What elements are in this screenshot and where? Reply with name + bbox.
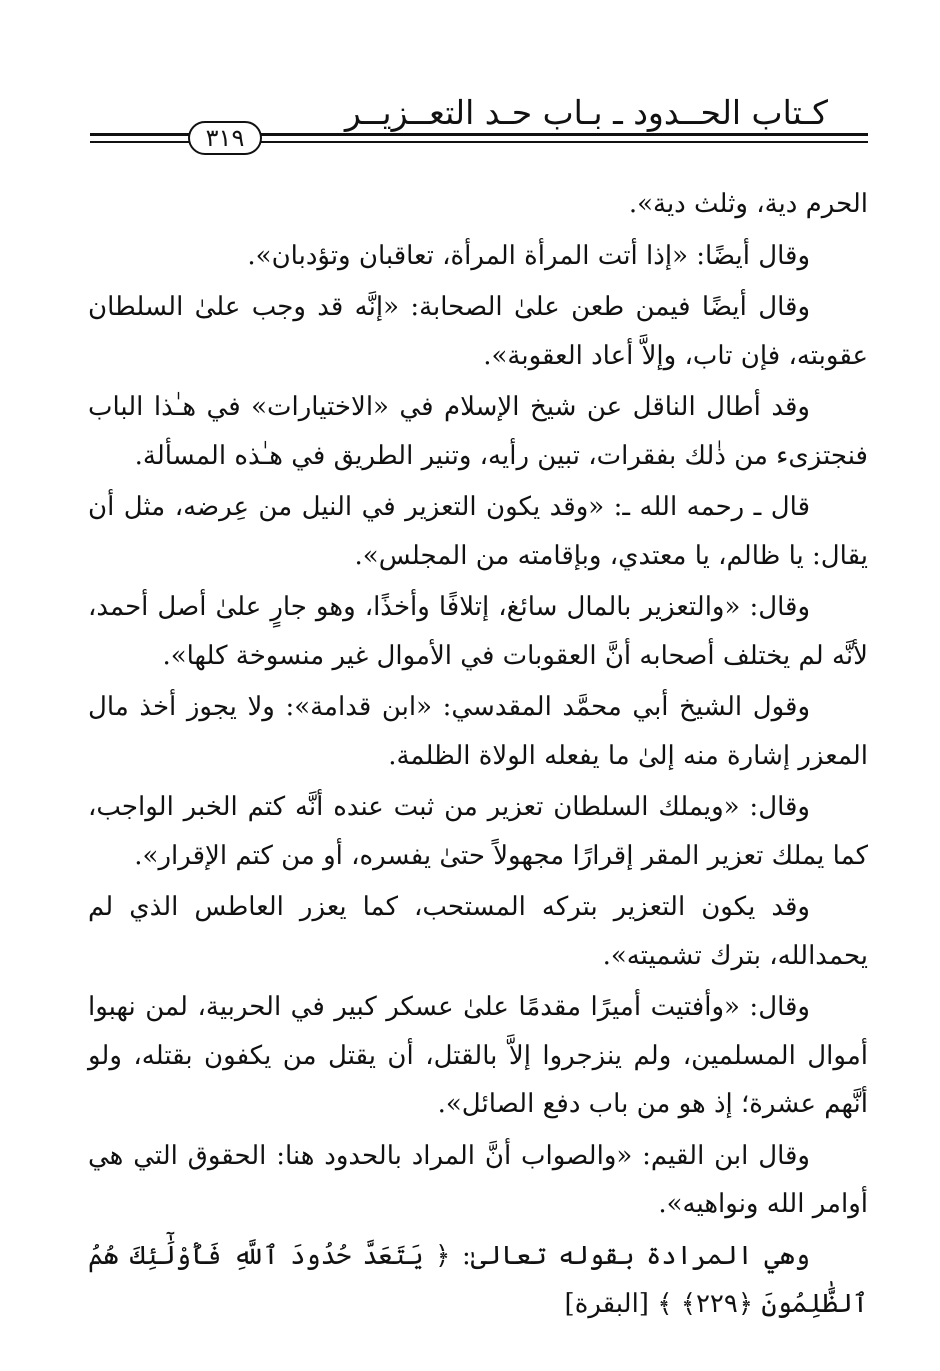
paragraph (88, 1132, 868, 1229)
paragraph-text: وقال أيضًا فيمن طعن علىٰ الصحابة: «إنَّه قد وجب علىٰ السلطان عقوبته، فإن تاب، وإلاَّ أعاد العقوبة». (88, 292, 868, 371)
paragraph (88, 483, 868, 580)
paragraph-text: وقد أطال الناقل عن شيخ الإسلام في «الاختيارات» في هـٰذا الباب فنجتزىء من ذٰلك بفقرات، تبين رأيه، وتنير الطريق في هـٰذه المسألة. (88, 392, 868, 471)
paragraph (88, 283, 868, 380)
body-text (88, 180, 868, 1332)
paragraph (88, 383, 868, 480)
paragraph (88, 583, 868, 680)
paragraph (88, 180, 868, 229)
paragraph-text: قال ـ رحمه الله ـ: «وقد يكون التعزير في النيل من عِرضه، مثل أن يقال: يا ظالم، يا معتدي، وبإقامته من المجلس». (88, 492, 868, 571)
paragraph-text: وقال: «وأفتيت أميرًا مقدمًا علىٰ عسكر كبير في الحربية، لمن نهبوا أموال المسلمين، ولم ينزجروا إلاَّ بالقتل، أن يقتل من يكفون بقتله، ولو أنَّهم عشرة؛ إذ هو من باب دفع الصائل». (88, 992, 868, 1119)
paragraph-text: وقال ابن القيم: «والصواب أنَّ المراد بالحدود هنا: الحقوق التي هي أوامر الله ونواهيه». (88, 1140, 868, 1219)
running-header-title: كـتاب الحــدود ـ بـاب حـد التعــزيــر (344, 93, 828, 132)
header-rule-left-bottom (90, 141, 190, 143)
surah-reference: [البقرة] (564, 1289, 649, 1319)
quran-citation-line (88, 1232, 868, 1329)
quran-verse: ﴿ يَتَعَدَّ حُدُودَ ٱللَّهِ فَأُوْلَٰٓئِكَ هُمُ ٱلظَّٰلِمُونَ ﴿٢٢٩﴾ ﴾ (88, 1240, 868, 1319)
paragraph (88, 783, 868, 880)
page-number: ٣١٩ (188, 121, 262, 155)
paragraph (88, 883, 868, 980)
paragraph (88, 232, 868, 281)
header-rule-right-top (260, 133, 868, 136)
quran-intro: وهي المرادة بقوله تعالىٰ: (461, 1240, 811, 1271)
header-rule-left-top (90, 133, 190, 136)
paragraph-text: الحرم دية، وثلث دية». (628, 189, 868, 219)
paragraph (88, 683, 868, 780)
paragraph-text: وقال: «ويملك السلطان تعزير من ثبت عنده أنَّه كتم الخبر الواجب، كما يملك تعزير المقر إقرارًا مجهولاً حتىٰ يفسره، أو من كتم الإقرار». (88, 792, 868, 871)
paragraph (88, 983, 868, 1129)
paragraph-text: وقول الشيخ أبي محمَّد المقدسي: «ابن قدامة»: ولا يجوز أخذ مال المعزر إشارة منه إلىٰ ما يفعله الولاة الظلمة. (88, 692, 868, 771)
paragraph-text: وقال: «والتعزير بالمال سائغ، إتلافًا وأخذًا، وهو جارٍ علىٰ أصل أحمد، لأنَّه لم يختلف أصحابه أنَّ العقوبات في الأموال غير منسوخة كلها». (88, 592, 868, 671)
paragraph-text: وقد يكون التعزير بتركه المستحب، كما يعزر العاطس الذي لم يحمدالله، بترك تشميته». (88, 892, 868, 971)
paragraph-text: وقال أيضًا: «إذا أتت المرأة المرأة، تعاقبان وتؤدبان». (247, 240, 810, 271)
header-rule-right-bottom (260, 141, 868, 143)
